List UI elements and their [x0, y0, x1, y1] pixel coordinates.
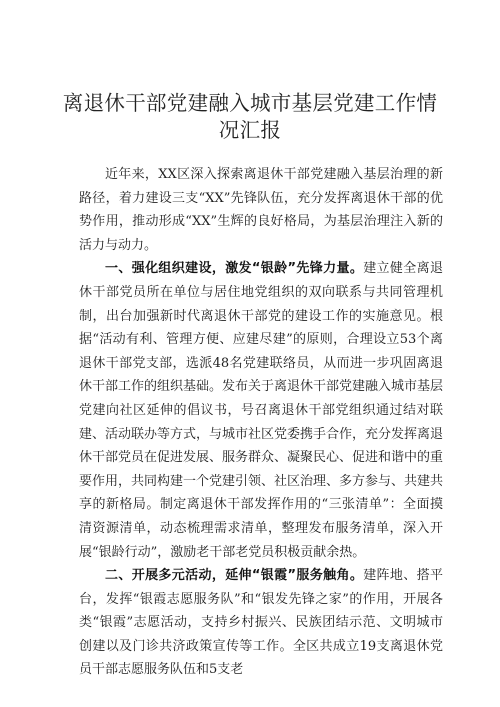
section-two-paragraph [79, 564, 443, 682]
section-one-heading: 一、强化组织建设，激发“银龄”先锋力量。 [105, 261, 364, 277]
section-one-paragraph [79, 257, 443, 564]
document-body [79, 163, 443, 682]
intro-paragraph [79, 163, 443, 257]
section-two-heading: 二、开展多元活动，延伸“银霞”服务触角。 [105, 568, 364, 584]
section-one-text: 建立健全离退休干部党员所在单位与居住地党组织的双向联系与共同管理机制，出台加强新时代离退休干部党的建设工作的实施意见。根据“活动有利、管理方便、应建尽建”的原则，合理设立53个离退休干部党支部，选派48名党建联络员，从而进一步巩固离退休干部工作的组织基础。发布关于离退休干部党建融入城市基层党建向社区延伸的倡议书，号召离退休干部党组织通过结对联建、活动联办等方式，与城市社区党委携手合作，充分发挥离退休干部党员在促进发展、服务群众、凝聚民心、促进和谐中的重要作用，共同构建一个党建引领、社区治理、多方参与、共建共享的新格局。制定离退休干部发挥作用的“三张清单”：全面摸清资源清单，动态梳理需求清单，整理发布服务清单，深入开展“银龄行动”，激励老干部老党员积极贡献余热。 [79, 261, 444, 560]
section-two-text: 建阵地、搭平台，发挥“银霞志愿服务队”和“银发先锋之家”的作用，开展各类“银霞”志愿活动，支持乡村振兴、民族团结示范、文明城市创建以及门诊共济政策宣传等工作。全区共成立19支离退休党员干部志愿服务队伍和5支老 [79, 568, 443, 678]
document-title: 离退休干部党建融入城市基层党建工作情况汇报 [62, 91, 438, 142]
intro-text: 近年来，XX区深入探索离退休干部党建融入基层治理的新路径，着力建设三支“XX”先锋队伍，充分发挥离退休干部的优势作用，推动形成“XX”生辉的良好格局，为基层治理注入新的活力与动力。 [79, 167, 443, 253]
